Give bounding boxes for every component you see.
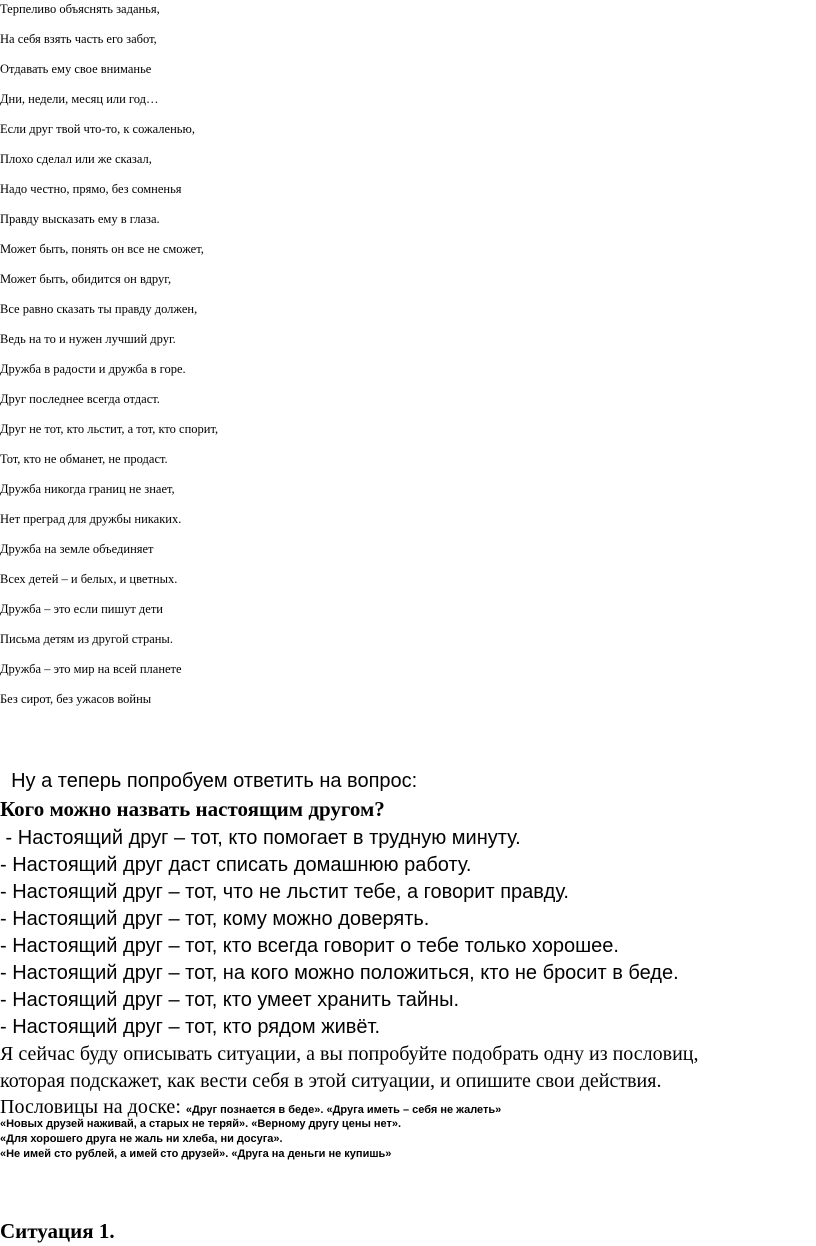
poem-line: Друг не тот, кто льстит, а тот, кто спорит, xyxy=(0,422,219,436)
answer-line: - Настоящий друг – тот, кто умеет хранить тайны. xyxy=(0,989,460,1011)
answer-line: - Настоящий друг – тот, что не льстит тебе, а говорит правду. xyxy=(0,881,569,903)
poem-line: Может быть, понять он все не сможет, xyxy=(0,242,204,256)
poem-line: Дружба – это мир на всей планете xyxy=(0,662,182,676)
poem-line: Всех детей – и белых, и цветных. xyxy=(0,572,178,586)
answer-line: - Настоящий друг – тот, на кого можно положиться, кто не бросит в беде. xyxy=(0,962,679,984)
proverbs-label: Пословицы на доске: xyxy=(0,1096,186,1118)
proverb-text: «Для хорошего друга не жаль ни хлеба, ни досуга». xyxy=(0,1133,283,1145)
poem-line: На себя взять часть его забот, xyxy=(0,32,157,46)
poem-line: Ведь на то и нужен лучший друг. xyxy=(0,332,176,346)
poem-line: Нет преград для дружбы никаких. xyxy=(0,512,182,526)
answer-line: - Настоящий друг – тот, кто рядом живёт. xyxy=(0,1016,381,1038)
poem-line: Терпеливо объяснять заданья, xyxy=(0,2,160,16)
answer-line: - Настоящий друг – тот, кому можно доверять. xyxy=(0,908,430,930)
poem-line: Может быть, обидится он вдруг, xyxy=(0,272,172,286)
poem-line: Отдавать ему свое вниманье xyxy=(0,62,152,76)
poem-line: Дружба на земле объединяет xyxy=(0,542,154,556)
poem-line: Друг последнее всегда отдаст. xyxy=(0,392,160,406)
answer-line: - Настоящий друг – тот, кто помогает в трудную минуту. xyxy=(0,827,521,849)
situation-heading: Ситуация 1. xyxy=(0,1219,115,1243)
poem-line: Тот, кто не обманет, не продаст. xyxy=(0,452,168,466)
poem-line: Плохо сделал или же сказал, xyxy=(0,152,152,166)
poem-line: Если друг твой что-то, к сожаленью, xyxy=(0,122,195,136)
poem-line: Дружба – это если пишут дети xyxy=(0,602,163,616)
proverb-text: «Друг познается в беде». «Друга иметь – себя не жалеть» xyxy=(185,1104,502,1116)
proverb-text: «Новых друзей наживай, а старых не теряй». «Верному другу цены нет». xyxy=(0,1118,402,1130)
poem-line: Надо честно, прямо, без сомненья xyxy=(0,182,182,196)
poem-line: Дружба в радости и дружба в горе. xyxy=(0,362,186,376)
poem-line: Все равно сказать ты правду должен, xyxy=(0,302,198,316)
poem-line: Без сирот, без ужасов войны xyxy=(0,692,152,706)
answer-line: - Настоящий друг – тот, кто всегда говорит о тебе только хорошее. xyxy=(0,935,619,957)
poem-line: Письма детям из другой страны. xyxy=(0,632,173,646)
poem-line: Правду высказать ему в глаза. xyxy=(0,212,160,226)
situation-intro-line: Я сейчас буду описывать ситуации, а вы попробуйте подобрать одну из пословиц, xyxy=(0,1043,699,1065)
question-heading: Кого можно назвать настоящим другом? xyxy=(0,797,385,821)
intro-text: Ну а теперь попробуем ответить на вопрос: xyxy=(0,770,418,792)
proverb-text: «Не имей сто рублей, а имей сто друзей». «Друга на деньги не купишь» xyxy=(0,1148,392,1160)
situation-intro-line: которая подскажет, как вести себя в этой ситуации, и опишите свои действия. xyxy=(0,1070,662,1092)
answer-line: - Настоящий друг даст списать домашнюю работу. xyxy=(0,854,472,876)
poem-line: Дни, недели, месяц или год… xyxy=(0,92,159,106)
poem-line: Дружба никогда границ не знает, xyxy=(0,482,175,496)
